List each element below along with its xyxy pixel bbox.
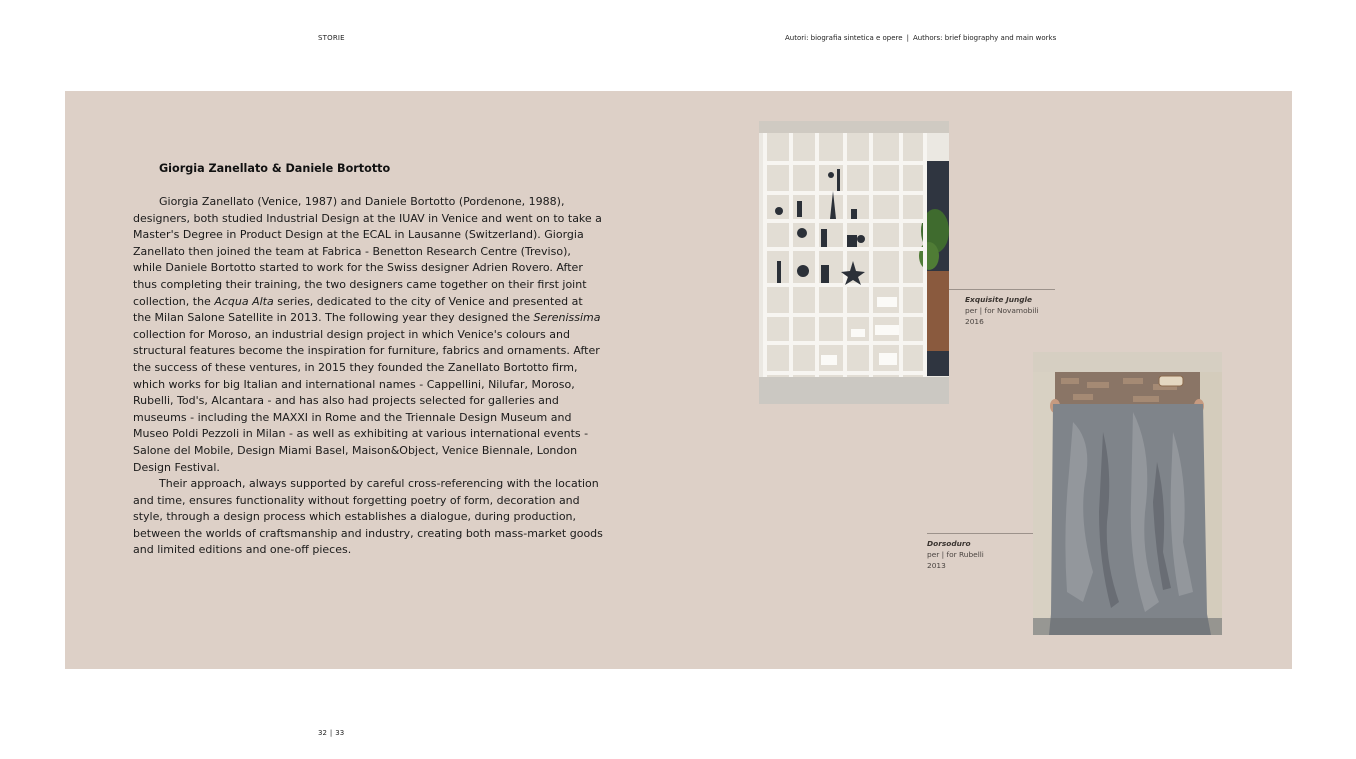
bio-paragraph-1 xyxy=(133,194,603,476)
shelf-illustration xyxy=(759,121,949,404)
work-year: 2013 xyxy=(927,561,946,571)
chapter-heading-separator: | xyxy=(906,34,909,42)
caption-rule-exquisite-jungle xyxy=(949,289,1055,290)
page-numbers xyxy=(318,729,344,737)
work-title: Exquisite Jungle xyxy=(965,295,1033,304)
bio-text-segment: series, dedicated to the city of Venice and presented at the Milan Salone Satellite in 2013. The following year they designed the xyxy=(133,294,583,325)
work-year: 2016 xyxy=(965,317,984,327)
caption-exquisite-jungle xyxy=(965,294,1039,328)
bio-paragraph-2: Their approach, always supported by careful cross-referencing with the location and time, ensures functionality without forgetting poetry of form, decoration and style, through a design process which establishes a dialogue, during production, between the worlds of craftsmanship and industry, creating both mass-market goods and limited editions and one-off pieces. xyxy=(133,477,603,557)
bio-work-name-acqua-alta: Acqua Alta xyxy=(214,294,274,308)
chapter-heading-en: Authors: brief biography and main works xyxy=(912,34,1057,42)
page-number-left: 32 xyxy=(318,729,327,737)
caption-rule-dorsoduro xyxy=(927,533,1033,534)
chapter-heading-it: Autori: biografia sintetica e opere xyxy=(785,34,903,42)
bio-text-segment: collection for Moroso, an industrial design project in which Venice's colours and structural features become the inspiration for furniture, fabrics and ornaments. After the success of these ventures, in 2015 they founded the Zanellato Bortotto firm, which works for big Italian and international names - Cappellini, Nilufar, Moroso, Rubelli, Tod's, Alcantara - and has also had projects selected for galleries and museums - including the MAXXI in Rome and the Triennale Design Museum and Museo Poldi Pezzoli in Milan - as well as exhibiting at various international events - Salone del Mobile, Design Miami Basel, Maison&Object, Venice Biennale, London Design Festival. xyxy=(133,327,600,474)
section-heading: STORIE xyxy=(318,34,345,42)
page-number-right: 33 xyxy=(335,729,345,737)
work-client: per | for Novamobili xyxy=(965,306,1039,316)
page-number-separator: | xyxy=(329,729,333,737)
bio-work-name-serenissima: Serenissima xyxy=(533,311,601,325)
bio-body xyxy=(133,194,603,559)
rug-illustration xyxy=(1033,352,1222,635)
work-client: per | for Rubelli xyxy=(927,550,984,560)
work-title: Dorsoduro xyxy=(927,539,971,548)
bio-title: Giorgia Zanellato & Daniele Bortotto xyxy=(159,162,391,175)
photo-dorsoduro xyxy=(1033,352,1222,635)
chapter-heading xyxy=(785,34,1056,42)
bio-text-segment: Giorgia Zanellato (Venice, 1987) and Daniele Bortotto (Pordenone, 1988), designers, both studied Industrial Design at the IUAV in Venice and went on to take a Master's Degree in Product Design at the ECAL in Lausanne (Switzerland). Giorgia Zanellato then joined the team at Fabrica - Benetton Research Centre (Treviso), while Daniele Bortotto started to work for the Swiss designer Adrien Rovero. After thus completing their training, the two designers came together on their first joint collection, the xyxy=(133,195,602,308)
photo-exquisite-jungle xyxy=(759,121,949,404)
caption-dorsoduro xyxy=(927,538,984,572)
